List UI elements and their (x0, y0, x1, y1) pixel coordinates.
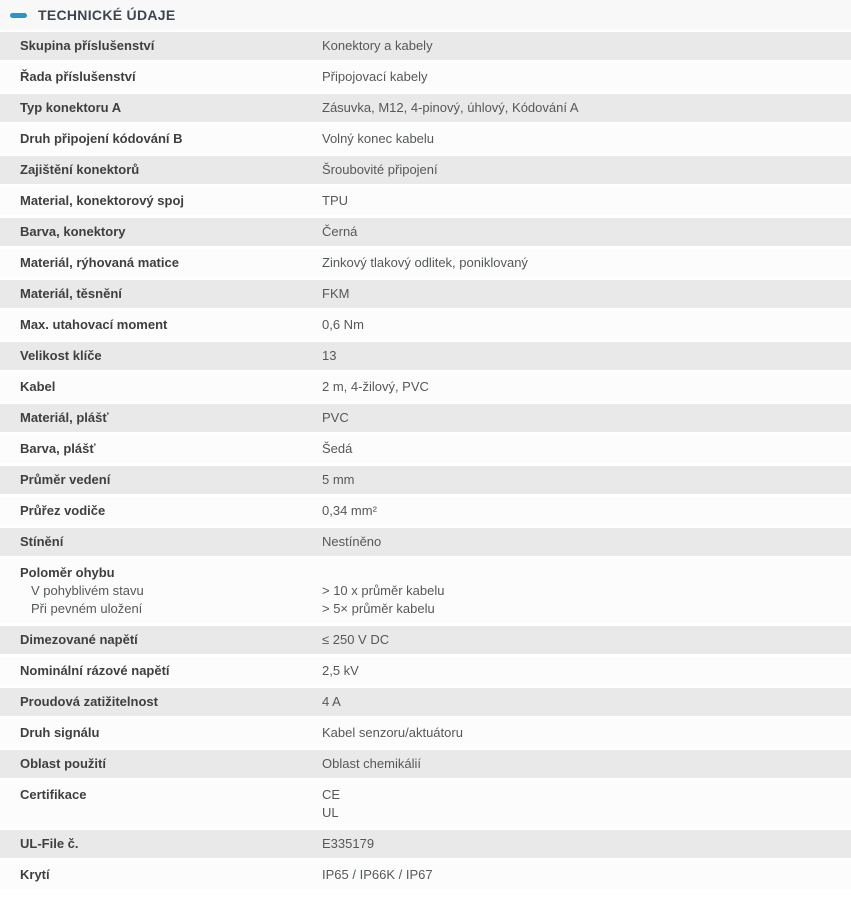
table-row (0, 63, 851, 94)
row-label: Proudová zatižitelnost (20, 694, 158, 709)
row-label-cell (0, 156, 322, 184)
row-label-cell (0, 63, 322, 91)
row-label: Krytí (20, 867, 50, 882)
row-label: Skupina příslušenství (20, 38, 155, 53)
row-value-cell (322, 32, 851, 60)
row-label-cell (0, 466, 322, 494)
row-value-cell (322, 626, 851, 654)
row-value: Připojovací kabely (322, 69, 428, 84)
row-label-cell (0, 125, 322, 153)
row-value-cell (322, 125, 851, 153)
row-label: Max. utahovací moment (20, 317, 168, 332)
row-value-cell (322, 187, 851, 215)
row-sub-label: V pohyblivém stavu (31, 583, 144, 598)
row-value-cell (322, 688, 851, 716)
row-label: Barva, plášť (20, 441, 96, 456)
row-value-cell (322, 156, 851, 184)
row-label: Materiál, těsnění (20, 286, 122, 301)
row-label: Typ konektoru A (20, 100, 122, 115)
row-value: 13 (322, 348, 337, 363)
row-value (322, 564, 839, 582)
row-label-cell (0, 32, 322, 60)
row-value-cell (322, 94, 851, 122)
row-value: ≤ 250 V DC (322, 632, 390, 647)
row-label: Kabel (20, 379, 56, 394)
row-value: CE (322, 787, 341, 802)
row-label: Certifikace (20, 787, 87, 802)
row-value-cell (322, 280, 851, 308)
row-label-cell (0, 657, 322, 685)
row-value: > 10 x průměr kabelu (322, 583, 445, 598)
row-value: TPU (322, 193, 348, 208)
row-label-cell (0, 830, 322, 858)
row-value: PVC (322, 410, 349, 425)
table-row (0, 688, 851, 719)
row-label: Průměr vedení (20, 472, 111, 487)
row-value: > 5× průměr kabelu (322, 601, 435, 616)
row-value: FKM (322, 286, 350, 301)
row-label-cell (0, 342, 322, 370)
row-value: 2,5 kV (322, 663, 359, 678)
row-value: Zinkový tlakový odlitek, poniklovaný (322, 255, 528, 270)
row-label: Material, konektorový spoj (20, 193, 184, 208)
table-row (0, 626, 851, 657)
row-label-cell (0, 626, 322, 654)
table-row (0, 94, 851, 125)
row-value: IP65 / IP66K / IP67 (322, 867, 433, 882)
row-label: Materiál, rýhovaná matice (20, 255, 179, 270)
row-label-cell (0, 218, 322, 246)
row-label: Poloměr ohybu (20, 565, 115, 580)
table-row (0, 187, 851, 218)
row-value: Kabel senzoru/aktuátoru (322, 725, 463, 740)
row-label-cell (0, 187, 322, 215)
collapse-minus-icon (10, 13, 27, 18)
row-label: Dimezované napětí (20, 632, 138, 647)
table-row (0, 466, 851, 497)
row-value-cell (322, 750, 851, 778)
row-label-cell (0, 249, 322, 277)
row-sub-label: Při pevném uložení (31, 601, 143, 616)
row-value-cell (322, 861, 851, 889)
row-label-cell (0, 373, 322, 401)
row-value: 5 mm (322, 472, 355, 487)
technical-data-table (0, 32, 851, 889)
row-label: Materiál, plášť (20, 410, 109, 425)
row-label: Velikost klíče (20, 348, 102, 363)
row-label-cell (0, 559, 322, 623)
row-value-cell (322, 63, 851, 91)
table-row (0, 830, 851, 861)
table-row (0, 435, 851, 466)
row-value: Nestíněno (322, 534, 382, 549)
row-label: Druh signálu (20, 725, 100, 740)
table-row (0, 156, 851, 187)
row-value-cell (322, 249, 851, 277)
row-value-cell (322, 435, 851, 463)
table-row (0, 311, 851, 342)
row-label: Barva, konektory (20, 224, 126, 239)
row-label-cell (0, 435, 322, 463)
row-value: 2 m, 4-žilový, PVC (322, 379, 429, 394)
row-value-cell (322, 528, 851, 556)
row-value-cell (322, 373, 851, 401)
row-label: Oblast použití (20, 756, 106, 771)
table-row (0, 125, 851, 156)
row-value: Šedá (322, 441, 353, 456)
row-label: Zajištění konektorů (20, 162, 140, 177)
section-header-technical-data[interactable] (0, 0, 851, 30)
row-label-cell (0, 280, 322, 308)
row-value-cell (322, 497, 851, 525)
row-value: UL (322, 805, 339, 820)
row-value: Černá (322, 224, 358, 239)
row-value: 4 A (322, 694, 341, 709)
row-value-cell (322, 342, 851, 370)
table-row (0, 249, 851, 280)
row-label-cell (0, 688, 322, 716)
row-value-cell (322, 559, 851, 623)
row-label-cell (0, 311, 322, 339)
row-label-cell (0, 861, 322, 889)
row-value-cell (322, 218, 851, 246)
table-row (0, 218, 851, 249)
row-value-cell (322, 781, 851, 827)
row-value: Konektory a kabely (322, 38, 433, 53)
row-value: E335179 (322, 836, 375, 851)
table-row (0, 497, 851, 528)
row-label-cell (0, 404, 322, 432)
row-value-cell (322, 657, 851, 685)
table-row (0, 781, 851, 830)
row-value: Oblast chemikálií (322, 756, 421, 771)
table-row (0, 528, 851, 559)
row-label-cell (0, 750, 322, 778)
row-label-cell (0, 781, 322, 827)
table-row (0, 342, 851, 373)
row-label: UL-File č. (20, 836, 79, 851)
section-title: TECHNICKÉ ÚDAJE (38, 7, 176, 23)
row-label-cell (0, 719, 322, 747)
table-row (0, 861, 851, 889)
row-value: Zásuvka, M12, 4-pinový, úhlový, Kódování A (322, 100, 579, 115)
row-label-cell (0, 94, 322, 122)
row-label: Průřez vodiče (20, 503, 106, 518)
row-label: Řada příslušenství (20, 69, 136, 84)
row-value: Volný konec kabelu (322, 131, 435, 146)
row-value: 0,34 mm² (322, 503, 377, 518)
row-value-cell (322, 830, 851, 858)
table-row (0, 657, 851, 688)
row-label-cell (0, 497, 322, 525)
table-row (0, 750, 851, 781)
row-value-cell (322, 719, 851, 747)
row-value: 0,6 Nm (322, 317, 364, 332)
row-value-cell (322, 404, 851, 432)
table-row (0, 373, 851, 404)
row-label: Druh připojení kódování B (20, 131, 183, 146)
table-row (0, 32, 851, 63)
table-row (0, 559, 851, 626)
table-row (0, 719, 851, 750)
row-value: Šroubovité připojení (322, 162, 438, 177)
row-value-cell (322, 311, 851, 339)
table-row (0, 404, 851, 435)
row-label: Stínění (20, 534, 64, 549)
row-value-cell (322, 466, 851, 494)
table-row (0, 280, 851, 311)
row-label-cell (0, 528, 322, 556)
row-label: Nominální rázové napětí (20, 663, 170, 678)
